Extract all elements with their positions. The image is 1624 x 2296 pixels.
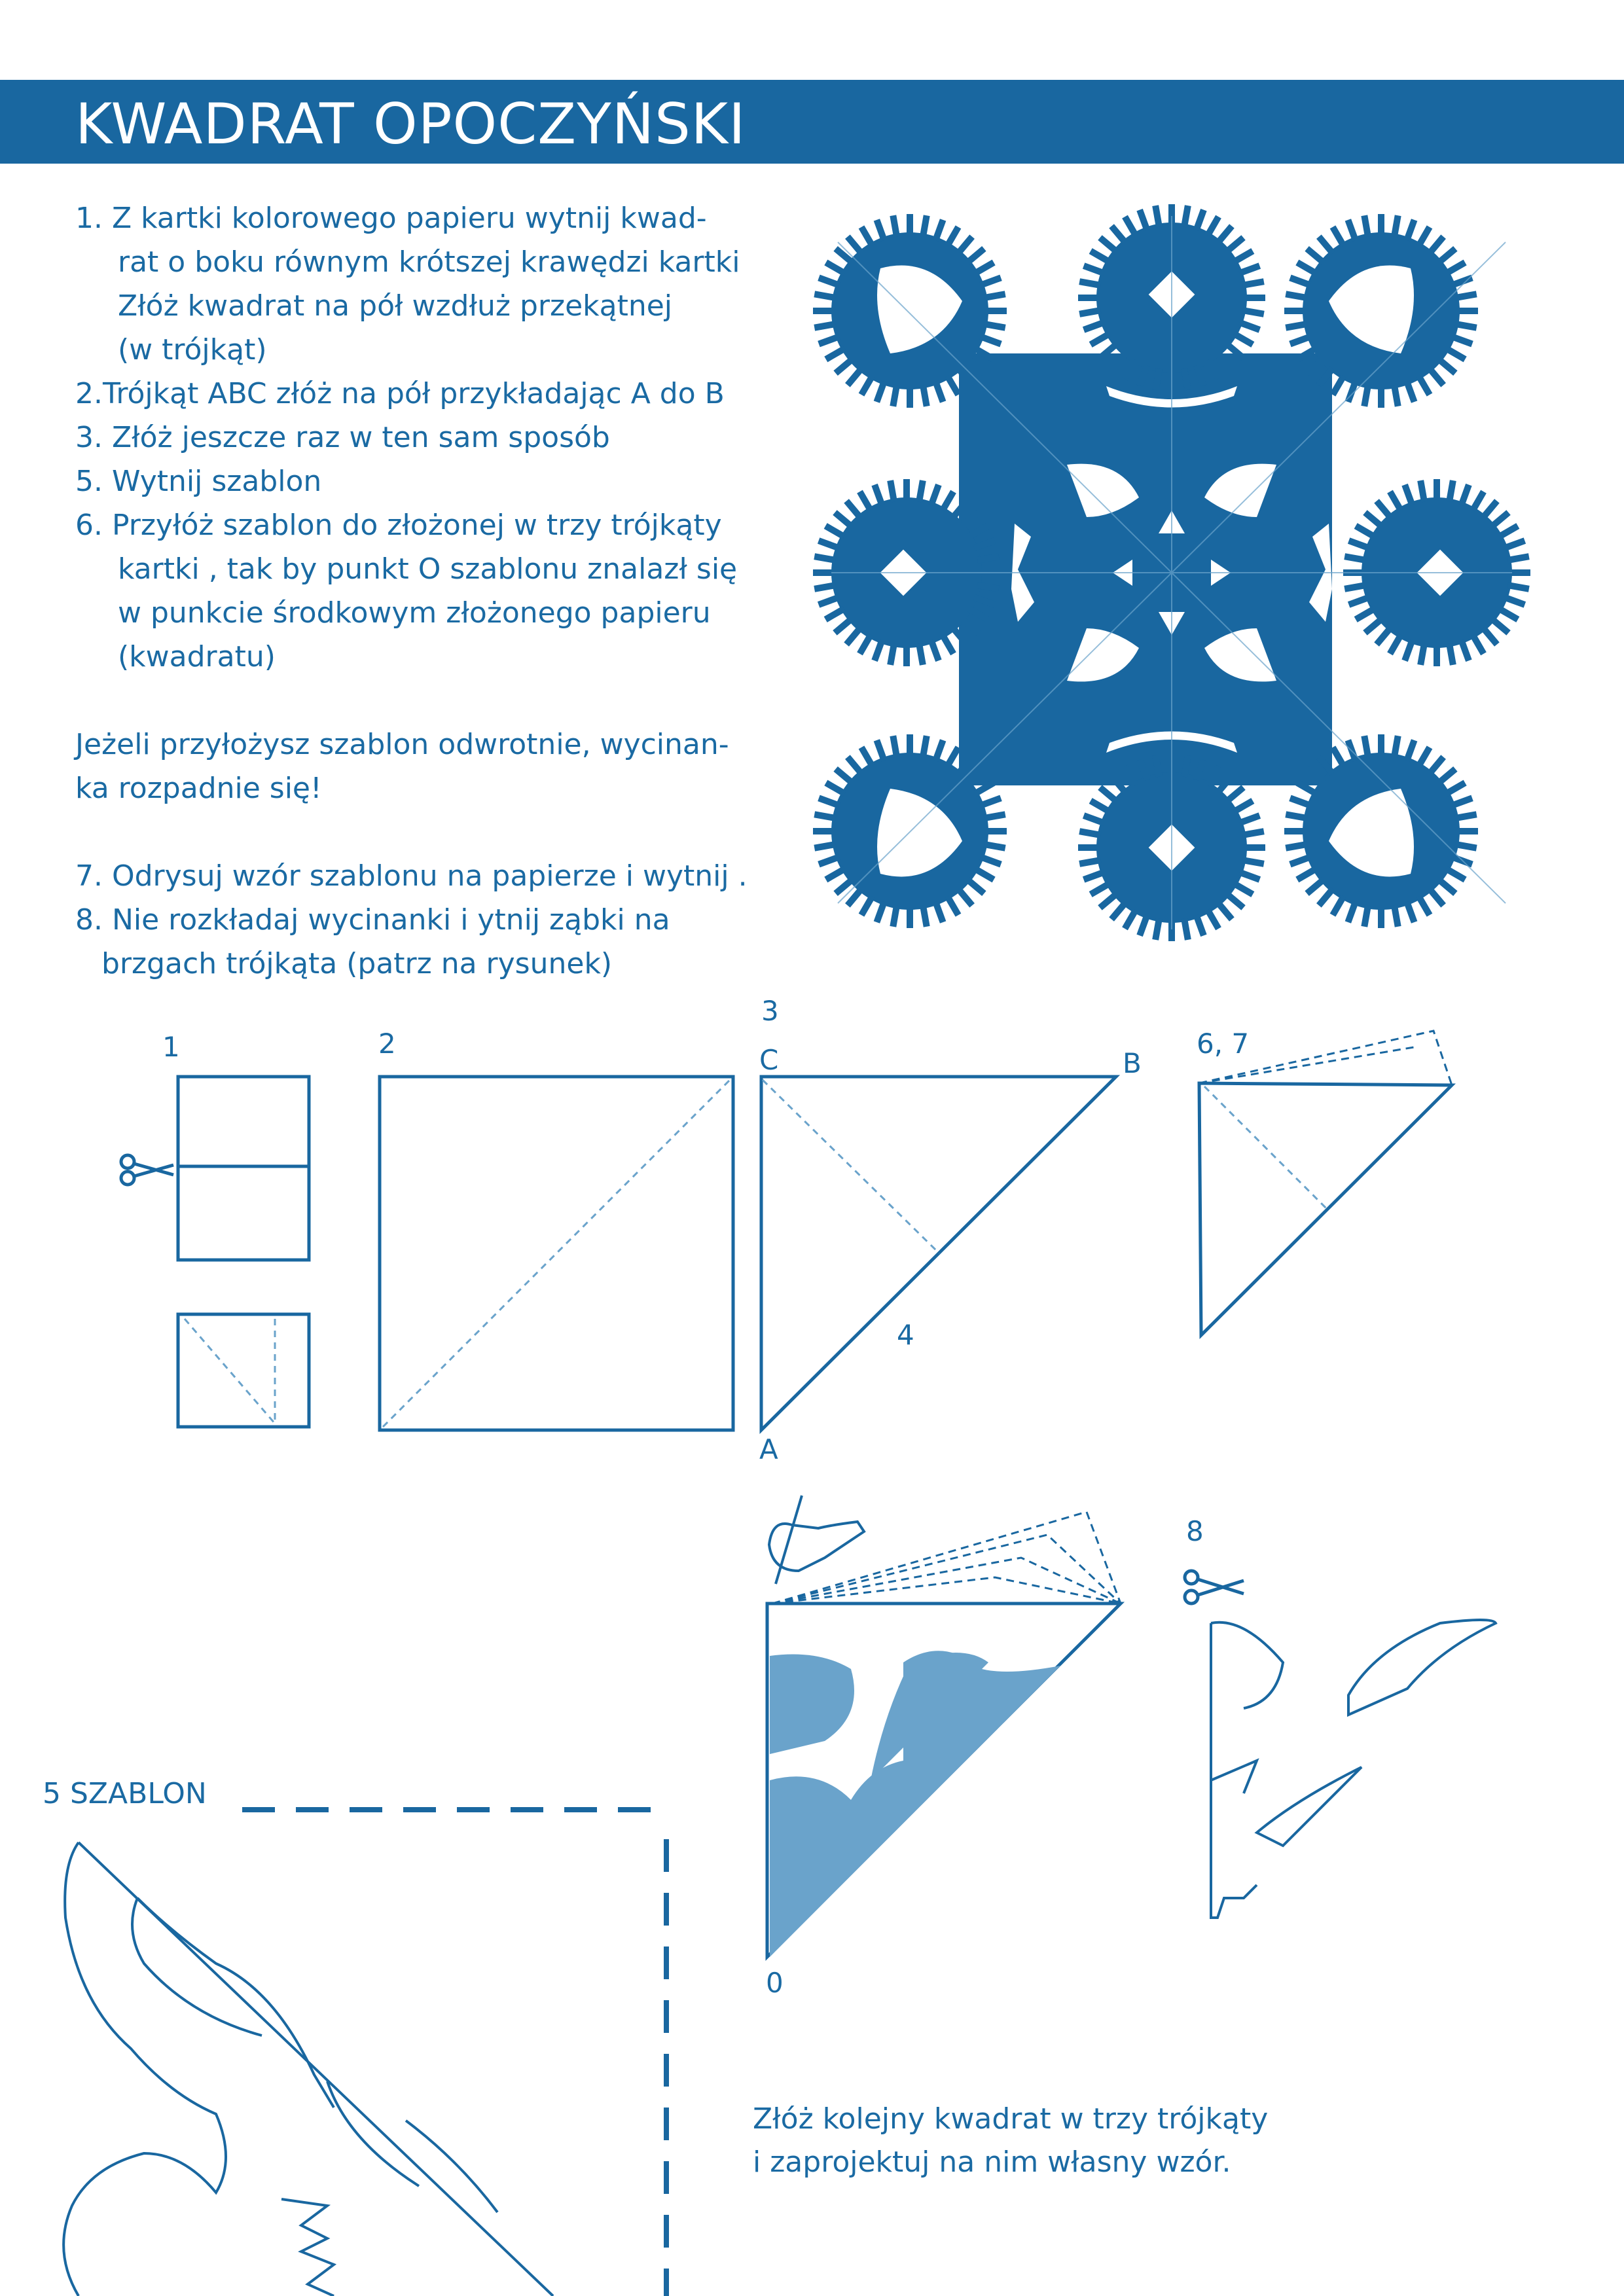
instruction-line: 3. Złóż jeszcze raz w ten sam sposób bbox=[75, 421, 610, 454]
footer-note-line: Złóż kolejny kwadrat w trzy trójkąty bbox=[753, 2102, 1269, 2136]
instruction-line: 6. Przyłóż szablon do złożonej w trzy trójkąty bbox=[75, 509, 722, 542]
step-label-6-7: 6, 7 bbox=[1197, 1028, 1250, 1060]
instruction-line: kartki , tak by punkt O szablonu znalazł się bbox=[118, 552, 738, 586]
point-label-c: C bbox=[759, 1044, 779, 1076]
instruction-line: Jeżeli przyłożysz szablon odwrotnie, wycinan- bbox=[75, 728, 729, 761]
step-label-1: 1 bbox=[162, 1031, 180, 1063]
instruction-line: Złóż kwadrat na pół wzdłuż przekątnej bbox=[118, 289, 673, 323]
instruction-line: (kwadratu) bbox=[118, 640, 276, 673]
point-label-0: 0 bbox=[766, 1967, 784, 1999]
instruction-line: (w trójkąt) bbox=[118, 333, 267, 367]
scissors-icon bbox=[121, 1155, 173, 1185]
step8-cutout bbox=[1211, 1620, 1496, 1918]
scissors-icon bbox=[1185, 1571, 1244, 1604]
step-label-2: 2 bbox=[378, 1028, 396, 1060]
instruction-line: 5. Wytnij szablon bbox=[75, 465, 322, 498]
instruction-line: 7. Odrysuj wzór szablonu na papierze i wytnij . bbox=[75, 859, 748, 893]
step-label-3: 3 bbox=[761, 995, 779, 1027]
footer-note-line: i zaprojektuj na nim własny wzór. bbox=[753, 2145, 1231, 2179]
point-label-b: B bbox=[1123, 1047, 1142, 1079]
szablon-outline bbox=[63, 1842, 553, 2296]
instruction-line: w punkcie środkowym złożonego papieru bbox=[118, 596, 711, 630]
step1-square bbox=[178, 1314, 309, 1427]
step67-triangle bbox=[1199, 1083, 1452, 1335]
page-title: KWADRAT OPOCZYŃSKI bbox=[75, 92, 746, 157]
instruction-line: ka rozpadnie się! bbox=[75, 772, 322, 805]
step-label-4: 4 bbox=[897, 1319, 914, 1351]
szablon-label: 5 SZABLON bbox=[43, 1777, 207, 1810]
step1-sheet bbox=[178, 1077, 309, 1260]
step2-square bbox=[380, 1077, 733, 1430]
instruction-line: 2.Trójkąt ABC złóż na pół przykładając A do B bbox=[75, 377, 725, 410]
instruction-line: rat o boku równym krótszej krawędzi kartki bbox=[118, 245, 740, 279]
hand-pencil-icon bbox=[769, 1496, 864, 1584]
step-label-8: 8 bbox=[1186, 1515, 1204, 1547]
point-label-a: A bbox=[759, 1433, 778, 1465]
instruction-line: 1. Z kartki kolorowego papieru wytnij kwad- bbox=[75, 202, 707, 235]
footer-note bbox=[753, 2098, 1268, 2184]
instruction-line: brzgach trójkąta (patrz na rysunek) bbox=[101, 947, 613, 980]
instruction-line: 8. Nie rozkładaj wycinanki i ytnij ząbki na bbox=[75, 903, 670, 937]
